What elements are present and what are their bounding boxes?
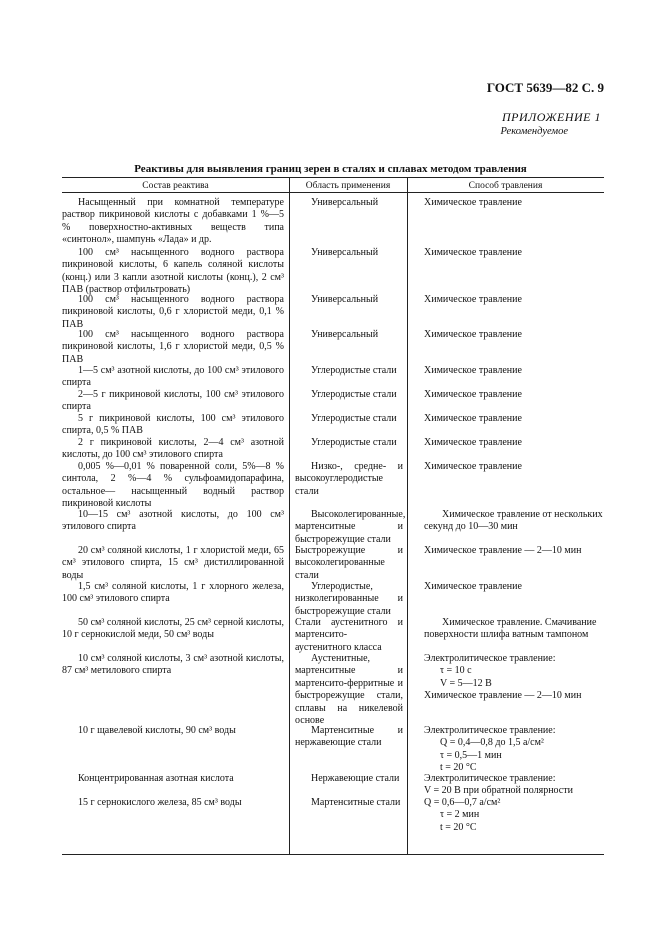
method-line: t = 20 °С [440, 762, 477, 774]
table-row-composition: 15 г сернокислого железа, 85 см³ воды [78, 797, 242, 808]
table-row-method: Химическое травление [424, 294, 522, 305]
table-row-composition: 10—15 см³ азотной кислоты, до 100 см³ этилового спирта [62, 509, 284, 533]
appendix-label: ПРИЛОЖЕНИЕ 1 [502, 110, 601, 124]
method-line: τ = 10 с [440, 665, 472, 677]
table-row-area: Углеродистые стали [311, 437, 397, 448]
table-row-area: Углеродистые стали [311, 365, 397, 376]
column-divider [407, 177, 408, 854]
table-row-method: Химическое травление [424, 389, 522, 400]
table-row-area: Быстрорежущие и высоколегированные стали [295, 545, 403, 581]
table-row-method: Химическое травление [424, 247, 522, 258]
table-row-composition: 50 см³ соляной кислоты, 25 см³ серной кислоты, 10 г сернокислой меди, 50 см³ воды [62, 617, 284, 641]
table-row-area: Универсальный [311, 197, 379, 208]
method-line: Q = 0,4—0,8 до 1,5 а/см² [440, 737, 544, 749]
table-row-composition: 20 см³ соляной кислоты, 1 г хлористой меди, 65 см³ этилового спирта, 15 см³ дистиллированной воды [62, 545, 284, 581]
table-row-composition: 2 г пикриновой кислоты, 2—4 см³ азотной кислоты, до 100 см³ этилового спирта [62, 437, 284, 461]
table-row-method: Химическое травление [424, 365, 522, 376]
reagents-table [62, 177, 604, 854]
table-bottom-rule [62, 854, 604, 855]
method-line: τ = 2 мин [440, 809, 480, 821]
table-row-area: Мартенситные стали [311, 797, 401, 808]
table-row-area: Высоколегированные, мартенситные и быстрорежущие стали [295, 509, 406, 545]
table-row-method [424, 773, 604, 798]
table-row-method: Химическое травление — 2—10 мин [424, 545, 582, 556]
table-row-area: Мартенситные и нержавеющие стали [295, 725, 403, 749]
column-header-area: Область применения [305, 181, 391, 191]
table-row-area: Углеродистые стали [311, 413, 397, 424]
table-row-area: Аустенитные, мартенситные и мартенсито-ферритные и быстрорежущие стали, сплавы на никелевой основе [295, 653, 403, 727]
document-number: ГОСТ 5639—82 С. 9 [486, 80, 604, 95]
table-row-area: Универсальный [311, 329, 379, 340]
table-row-area: Углеродистые, низколегированные и быстрорежущие стали [295, 581, 403, 617]
table-row-composition: 100 см³ насыщенного водного раствора пикриновой кислоты, 0,6 г хлористой меди, 0,1 % ПАВ [62, 294, 284, 330]
table-row-method: Химическое травление [424, 197, 522, 208]
table-row-composition: 2—5 г пикриновой кислоты, 100 см³ этилового спирта [62, 389, 284, 413]
table-row-method: Химическое травление [424, 437, 522, 448]
method-line: Электролитическое травление: [424, 725, 556, 736]
method-line: V = 5—12 В [440, 677, 492, 689]
table-row-method [424, 725, 604, 775]
table-row-area: Универсальный [311, 247, 379, 258]
table-row-composition: 5 г пикриновой кислоты, 100 см³ этилового спирта, 0,5 % ПАВ [62, 413, 284, 437]
table-row-composition: 1—5 см³ азотной кислоты, до 100 см³ этилового спирта [62, 365, 284, 389]
table-row-composition: 1,5 см³ соляной кислоты, 1 г хлорного железа, 100 см³ этилового спирта [62, 581, 284, 605]
header-bottom-rule [62, 192, 604, 193]
table-row-composition: 10 г щавелевой кислоты, 90 см³ воды [78, 725, 236, 736]
table-row-method: Химическое травление [424, 413, 522, 424]
method-line: Электролитическое травление: [424, 653, 556, 664]
recommended-label: Рекомендуемое [500, 126, 568, 137]
method-line: τ = 0,5—1 мин [440, 749, 502, 761]
column-divider [289, 177, 290, 854]
page-header [0, 0, 661, 150]
table-row-area: Нержавеющие стали [311, 773, 400, 784]
table-row-method [424, 797, 604, 834]
table-row-area: Низко-, средне- и высокоуглеродистые стали [295, 461, 403, 497]
method-line: V = 20 В при обратной полярности [424, 785, 573, 797]
table-row-method: Химическое травление [424, 461, 522, 472]
table-row-area: Углеродистые стали [311, 389, 397, 400]
table-row-area: Стали аустенитного и мартенсито-аустенитного класса [295, 617, 403, 653]
table-row-method: Химическое травление [424, 581, 522, 592]
table-title: Реактивы для выявления границ зерен в сталях и сплавах методом травления [134, 163, 527, 175]
table-row-composition: 10 см³ соляной кислоты, 3 см³ азотной кислоты, 87 см³ метилового спирта [62, 653, 284, 677]
table-row-composition: 0,005 %—0,01 % поваренной соли, 5%—8 % синтола, 2 %—4 % сульфоамидопарафина, остальное— насыщенный водный раствор пикриновой кислоты [62, 461, 284, 510]
table-top-rule [62, 177, 604, 178]
method-line: Электролитическое травление: [424, 773, 556, 784]
table-row-method: Химическое травление [424, 329, 522, 340]
table-row-method: Химическое травление. Смачивание поверхности шлифа ватным тампоном [424, 617, 597, 641]
column-header-composition: Состав реактива [142, 181, 209, 191]
table-row-composition: Насыщенный при комнатной температуре раствор пикриновой кислоты с добавками 1 %—5 % поверхностно-активных веществ типа «синтонол», шампунь «Лада» и др. [62, 197, 284, 246]
table-row-area: Универсальный [311, 294, 379, 305]
column-header-method: Способ травления [468, 181, 543, 191]
table-row-composition: Концентрированная азотная кислота [78, 773, 234, 784]
method-line: t = 20 °С [440, 821, 477, 833]
table-row-composition: 100 см³ насыщенного водного раствора пикриновой кислоты, 6 капель соляной кислоты (конц.) или 3 капли азотной кислоты (конц.), 2 см³ ПАВ (раствор отфильтровать) [62, 247, 284, 296]
method-line: Химическое травление — 2—10 мин [424, 690, 582, 702]
table-row-method [424, 653, 604, 703]
method-line: Q = 0,6—0,7 а/см² [424, 797, 501, 808]
table-row-composition: 100 см³ насыщенного водного раствора пикриновой кислоты, 1,6 г хлористой меди, 0,5 % ПАВ [62, 329, 284, 365]
table-row-method: Химическое травление от нескольких секунд до 10—30 мин [424, 509, 603, 533]
